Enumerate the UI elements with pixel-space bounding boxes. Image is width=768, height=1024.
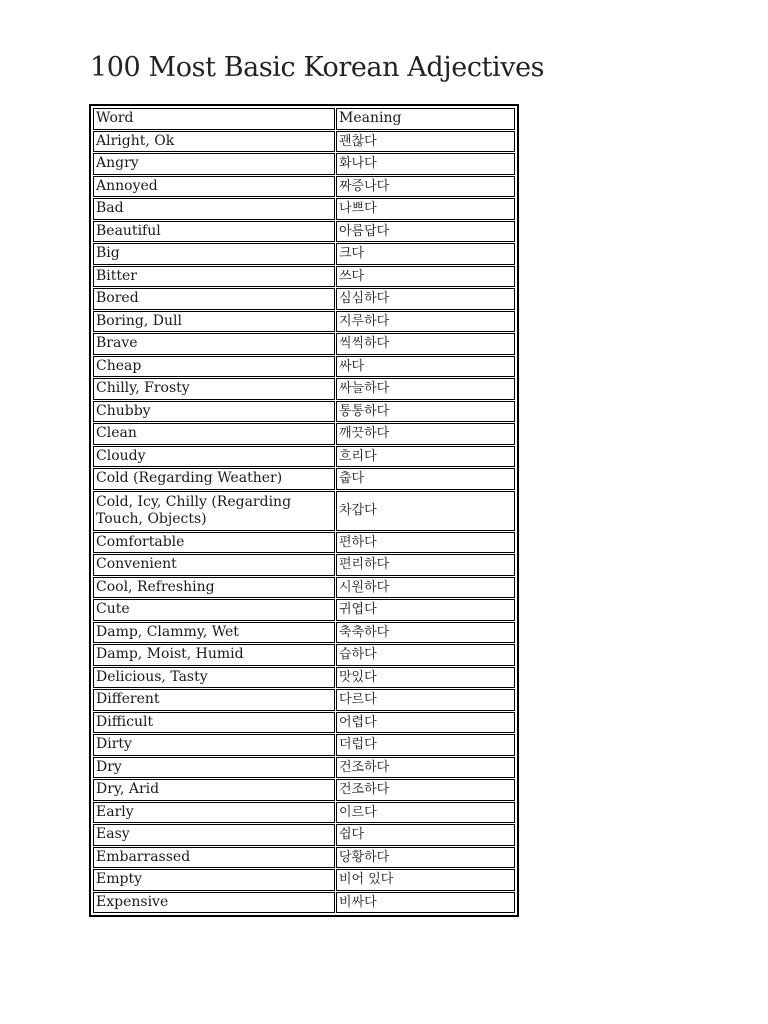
table-row bbox=[93, 892, 515, 914]
meaning-cell: 이르다 bbox=[336, 802, 515, 824]
meaning-cell: 춥다 bbox=[336, 468, 515, 490]
table-row bbox=[93, 824, 515, 846]
word-cell: Embarrassed bbox=[93, 847, 335, 869]
word-cell: Different bbox=[93, 689, 335, 711]
meaning-cell: 어렵다 bbox=[336, 712, 515, 734]
table-header-row bbox=[93, 108, 515, 130]
word-cell: Early bbox=[93, 802, 335, 824]
meaning-cell: 괜찮다 bbox=[336, 131, 515, 153]
meaning-cell: 비어 있다 bbox=[336, 869, 515, 891]
table-row bbox=[93, 644, 515, 666]
meaning-cell: 싸늘하다 bbox=[336, 378, 515, 400]
meaning-cell: 쓰다 bbox=[336, 266, 515, 288]
meaning-cell: 나쁘다 bbox=[336, 198, 515, 220]
word-cell: Cold (Regarding Weather) bbox=[93, 468, 335, 490]
table-row bbox=[93, 491, 515, 531]
word-cell: Dry, Arid bbox=[93, 779, 335, 801]
meaning-cell: 깨끗하다 bbox=[336, 423, 515, 445]
word-cell: Empty bbox=[93, 869, 335, 891]
word-cell: Big bbox=[93, 243, 335, 265]
word-cell: Expensive bbox=[93, 892, 335, 914]
table-row bbox=[93, 423, 515, 445]
word-cell: Bitter bbox=[93, 266, 335, 288]
meaning-cell: 축축하다 bbox=[336, 622, 515, 644]
table-row bbox=[93, 333, 515, 355]
table-row bbox=[93, 288, 515, 310]
word-cell: Bored bbox=[93, 288, 335, 310]
meaning-cell: 더럽다 bbox=[336, 734, 515, 756]
word-cell: Boring, Dull bbox=[93, 311, 335, 333]
word-cell: Clean bbox=[93, 423, 335, 445]
table-row bbox=[93, 243, 515, 265]
table-row bbox=[93, 356, 515, 378]
table-body bbox=[93, 108, 515, 913]
header-word: Word bbox=[93, 108, 335, 130]
table-row bbox=[93, 622, 515, 644]
meaning-cell: 싸다 bbox=[336, 356, 515, 378]
table-row bbox=[93, 734, 515, 756]
table-row bbox=[93, 554, 515, 576]
word-cell: Cloudy bbox=[93, 446, 335, 468]
meaning-cell: 화나다 bbox=[336, 153, 515, 175]
word-cell: Chilly, Frosty bbox=[93, 378, 335, 400]
word-cell: Dirty bbox=[93, 734, 335, 756]
meaning-cell: 맛있다 bbox=[336, 667, 515, 689]
table-row bbox=[93, 378, 515, 400]
table-row bbox=[93, 847, 515, 869]
meaning-cell: 쉽다 bbox=[336, 824, 515, 846]
meaning-cell: 건조하다 bbox=[336, 757, 515, 779]
word-cell: Alright, Ok bbox=[93, 131, 335, 153]
word-cell: Brave bbox=[93, 333, 335, 355]
meaning-cell: 귀엽다 bbox=[336, 599, 515, 621]
table-row bbox=[93, 311, 515, 333]
table-row bbox=[93, 153, 515, 175]
word-cell: Chubby bbox=[93, 401, 335, 423]
table-row bbox=[93, 176, 515, 198]
meaning-cell: 짜증나다 bbox=[336, 176, 515, 198]
word-cell: Cold, Icy, Chilly (Regarding Touch, Objects) bbox=[93, 491, 335, 531]
table-row bbox=[93, 198, 515, 220]
meaning-cell: 크다 bbox=[336, 243, 515, 265]
word-cell: Cool, Refreshing bbox=[93, 577, 335, 599]
table-row bbox=[93, 757, 515, 779]
word-cell: Easy bbox=[93, 824, 335, 846]
word-cell: Cheap bbox=[93, 356, 335, 378]
meaning-cell: 시원하다 bbox=[336, 577, 515, 599]
word-cell: Dry bbox=[93, 757, 335, 779]
table-row bbox=[93, 689, 515, 711]
word-cell: Damp, Moist, Humid bbox=[93, 644, 335, 666]
table-row bbox=[93, 667, 515, 689]
meaning-cell: 지루하다 bbox=[336, 311, 515, 333]
table-row bbox=[93, 869, 515, 891]
word-cell: Beautiful bbox=[93, 221, 335, 243]
table-row bbox=[93, 131, 515, 153]
meaning-cell: 비싸다 bbox=[336, 892, 515, 914]
meaning-cell: 심심하다 bbox=[336, 288, 515, 310]
word-cell: Annoyed bbox=[93, 176, 335, 198]
word-cell: Comfortable bbox=[93, 532, 335, 554]
meaning-cell: 당황하다 bbox=[336, 847, 515, 869]
vocabulary-table bbox=[89, 104, 519, 917]
word-cell: Damp, Clammy, Wet bbox=[93, 622, 335, 644]
table-row bbox=[93, 532, 515, 554]
meaning-cell: 차갑다 bbox=[336, 491, 515, 531]
meaning-cell: 아름답다 bbox=[336, 221, 515, 243]
word-cell: Convenient bbox=[93, 554, 335, 576]
header-meaning: Meaning bbox=[336, 108, 515, 130]
table-row bbox=[93, 599, 515, 621]
meaning-cell: 건조하다 bbox=[336, 779, 515, 801]
word-cell: Difficult bbox=[93, 712, 335, 734]
meaning-cell: 씩씩하다 bbox=[336, 333, 515, 355]
page-title: 100 Most Basic Korean Adjectives bbox=[90, 52, 545, 83]
table-row bbox=[93, 577, 515, 599]
word-cell: Angry bbox=[93, 153, 335, 175]
meaning-cell: 편하다 bbox=[336, 532, 515, 554]
table-row bbox=[93, 468, 515, 490]
table-row bbox=[93, 446, 515, 468]
table-row bbox=[93, 221, 515, 243]
meaning-cell: 다르다 bbox=[336, 689, 515, 711]
word-cell: Cute bbox=[93, 599, 335, 621]
meaning-cell: 습하다 bbox=[336, 644, 515, 666]
table-row bbox=[93, 779, 515, 801]
table-row bbox=[93, 266, 515, 288]
table-row bbox=[93, 401, 515, 423]
word-cell: Delicious, Tasty bbox=[93, 667, 335, 689]
word-cell: Bad bbox=[93, 198, 335, 220]
meaning-cell: 편리하다 bbox=[336, 554, 515, 576]
table-row bbox=[93, 712, 515, 734]
meaning-cell: 흐리다 bbox=[336, 446, 515, 468]
meaning-cell: 통통하다 bbox=[336, 401, 515, 423]
table-row bbox=[93, 802, 515, 824]
